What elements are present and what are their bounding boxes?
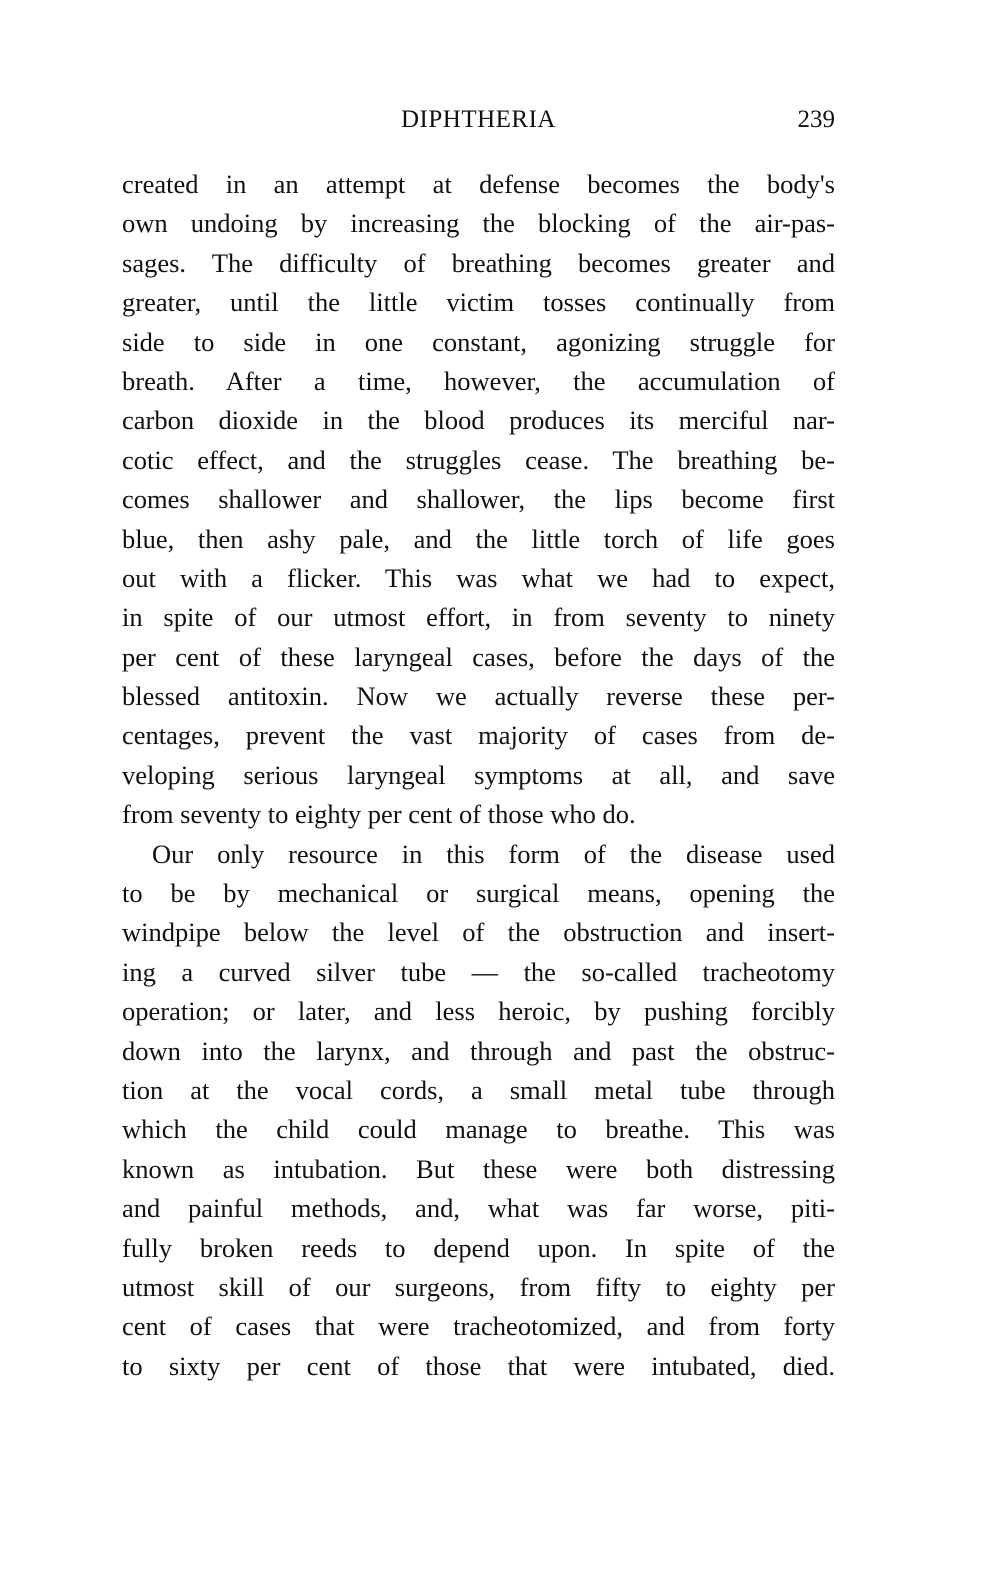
text-line: side to side in one constant, agonizing struggle for (122, 326, 835, 357)
running-header (122, 102, 835, 142)
text-line: to sixty per cent of those that were intubated, died. (122, 1350, 835, 1381)
text-line: down into the larynx, and through and past the obstruc- (122, 1035, 835, 1066)
text-line: cent of cases that were tracheotomized, and from forty (122, 1311, 835, 1342)
text-line: own undoing by increasing the blocking of the air-pas- (122, 208, 835, 239)
text-line: from seventy to eighty per cent of those who do. (122, 799, 636, 830)
text-line: in spite of our utmost effort, in from seventy to ninety (122, 602, 835, 633)
paragraph (122, 165, 835, 835)
text-line: sages. The difficulty of breathing becomes greater and (122, 247, 835, 278)
text-line: ing a curved silver tube — the so-called tracheotomy (122, 956, 835, 987)
text-line: created in an attempt at defense becomes the body's (122, 169, 835, 199)
text-line: out with a flicker. This was what we had to expect, (122, 562, 835, 593)
text-line: breath. After a time, however, the accumulation of (122, 365, 835, 396)
paragraph (122, 835, 835, 1386)
text-line: greater, until the little victim tosses continually from (122, 287, 835, 318)
text-line: Our only resource in this form of the disease used (152, 838, 835, 869)
page-number: 239 (797, 106, 835, 133)
text-line: blessed antitoxin. Now we actually reverse these per- (122, 681, 835, 712)
text-line: windpipe below the level of the obstruction and insert- (122, 917, 835, 948)
text-line: operation; or later, and less heroic, by pushing forcibly (122, 996, 835, 1027)
chapter-title: DIPHTHERIA (401, 106, 556, 133)
text-line: carbon dioxide in the blood produces its merciful nar- (122, 405, 835, 436)
text-line: per cent of these laryngeal cases, before the days of the (122, 641, 835, 672)
text-line: cotic effect, and the struggles cease. The breathing be- (122, 444, 835, 475)
text-line: veloping serious laryngeal symptoms at all, and save (122, 759, 835, 790)
text-line: known as intubation. But these were both distressing (122, 1153, 835, 1184)
text-line: to be by mechanical or surgical means, opening the (122, 878, 835, 909)
text-line: and painful methods, and, what was far worse, piti- (122, 1193, 835, 1224)
text-line: which the child could manage to breathe. This was (122, 1114, 835, 1145)
text-line: tion at the vocal cords, a small metal tube through (122, 1074, 835, 1105)
text-line: fully broken reeds to depend upon. In spite of the (122, 1232, 835, 1263)
text-line: centages, prevent the vast majority of cases from de- (122, 720, 835, 751)
page-body (122, 165, 835, 1386)
text-line: comes shallower and shallower, the lips become first (122, 484, 835, 515)
text-line: blue, then ashy pale, and the little torch of life goes (122, 523, 835, 554)
text-line: utmost skill of our surgeons, from fifty to eighty per (122, 1271, 835, 1302)
